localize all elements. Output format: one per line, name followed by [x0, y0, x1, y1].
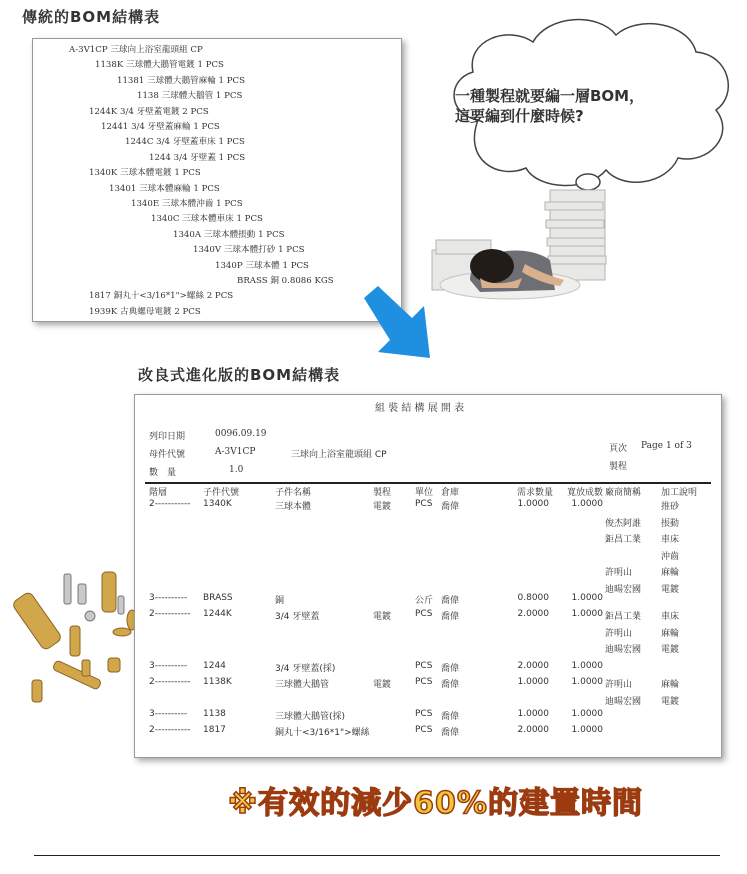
- table-cell: 1.0000: [571, 661, 603, 671]
- table-cell: 1.0000: [517, 499, 549, 509]
- process-label: 製程: [609, 462, 628, 472]
- table-cell: 3/4 牙壁蓋(採): [275, 664, 336, 674]
- improved-bom-title: 組 裝 結 構 展 開 表: [375, 403, 465, 414]
- table-cell: 喬偉: [441, 664, 460, 674]
- brass-parts-illustration: [12, 560, 142, 710]
- column-header: 需求數量: [517, 488, 554, 498]
- improved-bom-heading: 改良式進化版的BOM結構表: [138, 366, 341, 384]
- quantity-label: 數 量: [149, 468, 177, 478]
- parent-code-label: 母件代號: [149, 450, 186, 460]
- bom-line: 12441 3/4 牙壁蓋麻輪 1 PCS: [101, 122, 220, 132]
- table-cell: 喬偉: [441, 502, 460, 512]
- bom-line: 1939K 古典螺母電鍍 2 PCS: [89, 306, 201, 317]
- table-cell: PCS: [415, 725, 433, 735]
- table-cell: PCS: [415, 709, 433, 719]
- column-header: 廠商簡稱: [605, 488, 642, 498]
- note-cell: 麻輪: [661, 680, 680, 690]
- vendor-cell: 許明山: [605, 680, 633, 690]
- down-arrow-icon: [358, 284, 438, 364]
- vendor-cell: 俊杰阿誰: [605, 518, 642, 529]
- vendor-cell: 許明山: [605, 568, 633, 578]
- table-cell: PCS: [415, 677, 433, 687]
- note-cell: 推砂: [661, 502, 680, 512]
- table-cell: 2.0000: [517, 609, 549, 619]
- column-header: 階層: [149, 488, 168, 498]
- improved-bom-document: [134, 394, 722, 758]
- note-cell: 電鍍: [661, 584, 680, 595]
- quantity-value: 1.0: [229, 465, 244, 475]
- table-cell: 1244: [203, 661, 226, 671]
- note-cell: 麻輪: [661, 568, 680, 578]
- table-cell: 3----------: [149, 709, 188, 719]
- vendor-cell: 迪暘宏國: [605, 645, 642, 655]
- table-cell: 1.0000: [571, 593, 603, 603]
- table-cell: 銅: [275, 596, 285, 606]
- note-cell: 車床: [661, 612, 680, 622]
- column-header: 倉庫: [441, 488, 460, 498]
- table-cell: 2-----------: [149, 725, 191, 735]
- table-cell: 2.0000: [517, 725, 549, 735]
- vendor-cell: 許明山: [605, 628, 633, 639]
- table-cell: 喬偉: [441, 712, 460, 722]
- traditional-bom-heading: 傳統的BOM結構表: [22, 8, 161, 26]
- table-cell: 1138K: [203, 677, 232, 687]
- page-label: 頁次: [609, 444, 628, 454]
- bom-line: 1817 銅丸十<3/16*1">螺絲 2 PCS: [89, 291, 234, 302]
- table-cell: 1.0000: [571, 709, 603, 719]
- table-cell: 銅丸十<3/16*1">螺絲: [275, 728, 370, 738]
- parent-code-value: A-3V1CP: [215, 447, 256, 457]
- column-header: 製程: [373, 488, 392, 498]
- column-header: 寬放成數: [567, 488, 604, 498]
- table-cell: 三球本體: [275, 502, 312, 512]
- vendor-cell: 鉅昌工業: [605, 535, 642, 545]
- column-header: 子件代號: [203, 488, 240, 498]
- bom-line: 1138K 三球體大鵝管電鍍 1 PCS: [95, 60, 224, 71]
- table-cell: 1.0000: [571, 609, 603, 619]
- table-cell: 0.8000: [517, 593, 549, 603]
- table-cell: 1.0000: [517, 677, 549, 687]
- table-cell: 喬偉: [441, 596, 460, 606]
- bubble-line-1: 一種製程就要編一層BOM，: [455, 87, 645, 105]
- table-cell: 1.0000: [517, 709, 549, 719]
- table-cell: 1.0000: [571, 499, 603, 509]
- table-cell: 2-----------: [149, 499, 191, 509]
- table-cell: 1340K: [203, 499, 232, 509]
- print-date-value: 0096.09.19: [215, 429, 267, 439]
- table-cell: 電鍍: [373, 612, 392, 622]
- note-cell: 麻輪: [661, 628, 680, 639]
- print-date-label: 列印日期: [149, 432, 186, 442]
- table-cell: 喬偉: [441, 728, 460, 738]
- table-cell: 1.0000: [571, 677, 603, 687]
- sleeping-person-illustration: [430, 180, 610, 310]
- note-cell: 車床: [661, 535, 680, 545]
- note-cell: 沖齒: [661, 551, 680, 562]
- table-cell: 喬偉: [441, 612, 460, 622]
- table-cell: PCS: [415, 609, 433, 619]
- note-cell: 掁動: [661, 518, 680, 529]
- table-cell: 電鍍: [373, 680, 392, 690]
- table-cell: 3----------: [149, 661, 188, 671]
- bom-line: 1340C 三球本體車床 1 PCS: [151, 214, 263, 225]
- page-value: Page 1 of 3: [641, 441, 692, 451]
- slogan-banner: ※有效的減少60%的建置時間: [228, 786, 643, 821]
- table-cell: 3----------: [149, 593, 188, 603]
- bottom-divider: [34, 855, 720, 856]
- table-cell: 公斤: [415, 596, 434, 606]
- column-header: 單位: [415, 488, 434, 498]
- table-cell: BRASS: [203, 593, 233, 603]
- column-header: 子件名稱: [275, 488, 312, 498]
- bom-line: 1340K 三球本體電鍍 1 PCS: [89, 168, 201, 179]
- table-cell: 1244K: [203, 609, 232, 619]
- vendor-cell: 鉅昌工業: [605, 612, 642, 622]
- bom-line: 11381 三球體大鵝管麻輪 1 PCS: [117, 75, 245, 86]
- column-header: 加工說明: [661, 488, 698, 498]
- parent-name-value: 三球向上浴室龍頭組 CP: [291, 450, 387, 460]
- table-cell: 1817: [203, 725, 226, 735]
- bom-line: A-3V1CP 三球向上浴室龍頭組 CP: [69, 45, 203, 55]
- note-cell: 電鍍: [661, 645, 680, 655]
- bubble-text: [455, 86, 644, 126]
- bom-line: 1340A 三球本體掁動 1 PCS: [173, 229, 285, 240]
- table-cell: 喬偉: [441, 680, 460, 690]
- table-cell: 1138: [203, 709, 226, 719]
- bom-line: 1138 三球體大鵝管 1 PCS: [137, 91, 243, 102]
- table-cell: 三球體大鵝管(採): [275, 712, 346, 722]
- table-cell: 3/4 牙壁蓋: [275, 612, 320, 622]
- bom-line: 1340E 三球本體沖齒 1 PCS: [131, 199, 243, 209]
- table-cell: PCS: [415, 661, 433, 671]
- bom-line: 13401 三球本體麻輪 1 PCS: [109, 183, 220, 194]
- bom-line: 1244C 3/4 牙壁蓋車床 1 PCS: [125, 137, 245, 148]
- traditional-bom-document: [32, 38, 402, 322]
- bom-line: 1340V 三球本體打砂 1 PCS: [193, 245, 305, 256]
- table-cell: 2-----------: [149, 677, 191, 687]
- table-cell: 電鍍: [373, 502, 392, 512]
- note-cell: 電鍍: [661, 696, 680, 707]
- bom-line: 1244 3/4 牙壁蓋 1 PCS: [149, 152, 246, 163]
- vendor-cell: 迪暘宏國: [605, 696, 642, 707]
- bubble-line-2: 這要編到什麼時候?: [455, 107, 584, 125]
- bom-line: 1340P 三球本體 1 PCS: [215, 260, 309, 271]
- table-cell: 2-----------: [149, 609, 191, 619]
- table-cell: PCS: [415, 499, 433, 509]
- header-rule: [145, 482, 711, 484]
- table-cell: 三球體大鵝管: [275, 680, 330, 690]
- bom-line: 1244K 3/4 牙壁蓋電鍍 2 PCS: [89, 106, 209, 117]
- table-cell: 2.0000: [517, 661, 549, 671]
- table-cell: 1.0000: [571, 725, 603, 735]
- bom-line: BRASS 銅 0.8086 KGS: [237, 276, 334, 286]
- vendor-cell: 迪暘宏國: [605, 584, 642, 595]
